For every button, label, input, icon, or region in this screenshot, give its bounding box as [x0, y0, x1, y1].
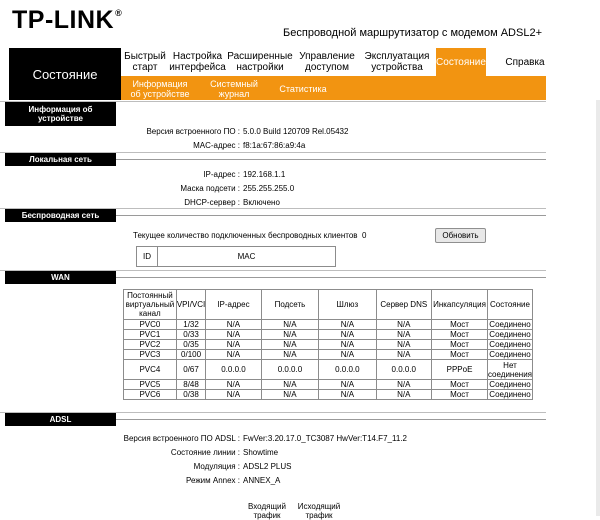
cell: PVC3 [124, 350, 177, 360]
nav-help[interactable]: Справка [505, 56, 545, 68]
cell: N/A [261, 330, 319, 340]
table-row [124, 390, 533, 400]
cell: Мост [432, 330, 488, 340]
wan-header-pvc: Постоянный виртуальный канал [124, 290, 177, 320]
cell: N/A [319, 330, 376, 340]
wireless-clients-table [136, 246, 336, 267]
cell: N/A [261, 350, 319, 360]
column-id: ID [137, 247, 158, 267]
wan-header-encapsulation: Инкапсуляция [432, 290, 488, 320]
main-nav [121, 48, 600, 76]
cell: PPPoE [432, 360, 488, 380]
cell: PVC5 [124, 380, 177, 390]
lan-ip-label: IP-адрес : [203, 170, 240, 179]
divider [116, 215, 546, 216]
firmware-label: Версия встроенного ПО : [146, 127, 240, 136]
cell: 0.0.0.0 [261, 360, 319, 380]
cell: N/A [206, 350, 261, 360]
cell: N/A [261, 340, 319, 350]
scrollbar[interactable] [596, 100, 600, 516]
cell: N/A [376, 350, 432, 360]
wireless-clients-label: Текущее количество подключенных беспроводных клиентов [133, 231, 358, 240]
cell: 8/48 [176, 380, 205, 390]
lan-ip-value: 192.168.1.1 [243, 170, 286, 179]
subnav-device-info[interactable]: Информация об устройстве [130, 79, 190, 99]
cell: Соединено [489, 340, 531, 349]
cell: N/A [206, 380, 261, 390]
cell: 0/100 [176, 350, 205, 360]
refresh-button[interactable]: Обновить [435, 228, 486, 243]
cell: 0.0.0.0 [376, 360, 432, 380]
section-device-info: Информация об устройстве [5, 102, 116, 126]
column-mac: MAC [158, 247, 336, 267]
traffic-in-header: Входящий трафик [248, 502, 286, 520]
sub-nav [121, 76, 546, 100]
nav-quick-start[interactable]: Быстрый старт [124, 51, 166, 73]
cell: N/A [206, 320, 261, 330]
nav-access-management[interactable]: Управление доступом [299, 51, 355, 73]
divider [116, 159, 546, 160]
cell: N/A [319, 340, 376, 350]
wan-header-status: Состояние [487, 290, 532, 320]
subnav-statistics[interactable]: Статистика [279, 84, 327, 94]
cell: 1/32 [176, 320, 205, 330]
cell: N/A [376, 320, 432, 330]
table-row [124, 350, 533, 360]
nav-advanced-setup[interactable]: Расширенные настройки [227, 51, 293, 73]
wan-table [123, 289, 533, 400]
cell: Соединено [489, 320, 531, 329]
cell: N/A [206, 390, 261, 400]
table-row [124, 360, 533, 380]
cell: N/A [319, 390, 376, 400]
mac-label: MAC-адрес : [193, 141, 240, 150]
subnet-mask-value: 255.255.255.0 [243, 184, 295, 193]
wan-header-subnet: Подсеть [261, 290, 319, 320]
nav-status[interactable]: Состояние [436, 48, 486, 76]
cell: 0/33 [176, 330, 205, 340]
cell: N/A [319, 350, 376, 360]
cell: 0/35 [176, 340, 205, 350]
wireless-clients-count: 0 [362, 231, 367, 240]
modulation-value: ADSL2 PLUS [243, 462, 292, 471]
annex-value: ANNEX_A [243, 476, 281, 485]
cell: Соединено [489, 350, 531, 359]
cell: Соединено [489, 330, 531, 339]
mac-value: f8:1a:67:86:a9:4a [243, 141, 306, 150]
cell: PVC2 [124, 340, 177, 350]
section-wireless: Беспроводная сеть [5, 209, 116, 222]
cell: 0/38 [176, 390, 205, 400]
section-wan: WAN [5, 271, 116, 284]
cell: N/A [261, 320, 319, 330]
traffic-out-header: Исходящий трафик [297, 502, 341, 520]
cell: N/A [261, 380, 319, 390]
wan-header-gateway: Шлюз [319, 290, 376, 320]
subnav-system-log[interactable]: Системный журнал [210, 79, 258, 99]
annex-label: Режим Annex : [185, 476, 240, 485]
wan-header-vpivci: VPI/VCI [176, 290, 205, 320]
cell: Мост [432, 390, 488, 400]
cell: 0.0.0.0 [319, 360, 376, 380]
registered-mark-icon: ® [115, 8, 123, 18]
cell: 0/67 [176, 360, 205, 380]
nav-maintenance[interactable]: Эксплуатация устройства [364, 51, 430, 73]
cell: Нет соединения [487, 360, 533, 379]
tp-link-logo: TP-LINK® [12, 6, 123, 34]
line-status-value: Showtime [243, 448, 279, 457]
wan-header-ip: IP-адрес [206, 290, 261, 320]
table-row [124, 320, 533, 330]
section-adsl: ADSL [5, 413, 116, 426]
adsl-firmware-value: FwVer:3.20.17.0_TC3087 HwVer:T14.F7_11.2 [243, 434, 407, 443]
table-row [124, 340, 533, 350]
cell: N/A [206, 340, 261, 350]
cell: Мост [432, 340, 488, 350]
cell: N/A [376, 380, 432, 390]
table-row [124, 380, 533, 390]
wan-header-row [124, 290, 533, 320]
subnet-mask-label: Маска подсети : [180, 184, 240, 193]
table-row [124, 330, 533, 340]
cell: N/A [376, 330, 432, 340]
cell: Соединено [489, 380, 531, 389]
cell: PVC4 [124, 360, 177, 380]
section-lan: Локальная сеть [5, 153, 116, 166]
adsl-firmware-label: Версия встроенного ПО ADSL : [123, 434, 240, 443]
divider [116, 419, 546, 420]
cell: N/A [261, 390, 319, 400]
cell: N/A [376, 340, 432, 350]
cell: Мост [432, 380, 488, 390]
cell: PVC6 [124, 390, 177, 400]
wan-header-dns: Сервер DNS [376, 290, 432, 320]
cell: N/A [376, 390, 432, 400]
cell: PVC0 [124, 320, 177, 330]
cell: Соединено [489, 390, 531, 399]
divider [116, 277, 546, 278]
dhcp-value: Включено [243, 198, 280, 207]
cell: N/A [206, 330, 261, 340]
sidebar-title: Состояние [9, 48, 121, 100]
cell: N/A [319, 320, 376, 330]
cell: Мост [432, 350, 488, 360]
cell: N/A [319, 380, 376, 390]
cell: PVC1 [124, 330, 177, 340]
dhcp-label: DHCP-сервер : [184, 198, 240, 207]
nav-interface-setup[interactable]: Настройка интерфейса [169, 51, 226, 73]
cell: 0.0.0.0 [206, 360, 261, 380]
modulation-label: Модуляция : [193, 462, 240, 471]
cell: Мост [432, 320, 488, 330]
firmware-value: 5.0.0 Build 120709 Rel.05432 [243, 127, 349, 136]
product-name: Беспроводной маршрутизатор с модемом ADSL2+ [283, 27, 542, 39]
line-status-label: Состояние линии : [170, 448, 240, 457]
